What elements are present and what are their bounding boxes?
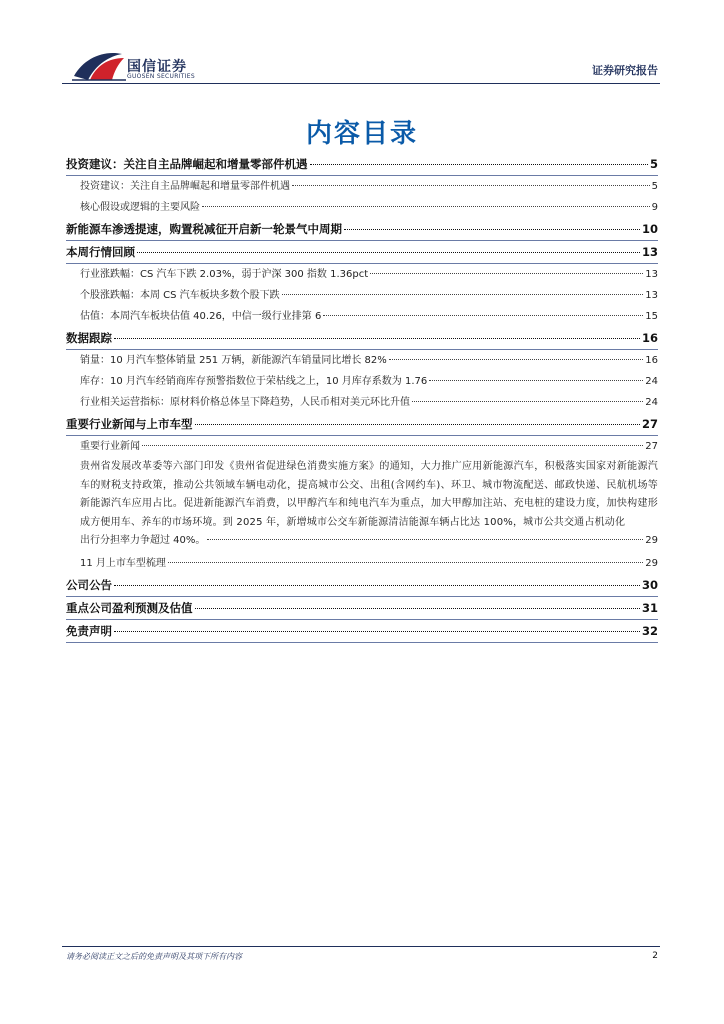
dot-leader <box>142 445 643 446</box>
toc-entry-title: 重点公司盈利预测及估值 <box>66 600 193 615</box>
toc-entry-title: 贵州省发展改革委等六部门印发《贵州省促进绿色消费实施方案》的通知，大力推广应用新能源汽车，积极落实国家对新能源汽车的财税支持政策，推动公共领域车辆电动化，提高城市公交、出租(含网约车)、环卫、城市物流配送、邮政快递、民航机场等新能源汽车应用占比。促进新能源汽车消费，以甲醇汽车和纯电汽车为重点，加大甲醇加注站、充电桩的建设力度，加快构建形成方便用车、养车的市场环境。到 2025 年，新增城市公交车新能源清洁能源车辆占比达 100%，城市公共交通占机动化 <box>80 461 658 528</box>
brand-name-cn: 国信证券 <box>127 59 187 75</box>
toc-entry-page: 30 <box>641 577 658 592</box>
toc-section-entry[interactable] <box>66 218 658 241</box>
toc-subsection-entry[interactable] <box>66 457 658 553</box>
toc-entry-page: 13 <box>645 269 658 280</box>
toc-entry-title-tail: 出行分担率力争超过 40%。 <box>80 535 206 546</box>
header-divider <box>62 83 660 84</box>
page-number: 2 <box>652 951 658 961</box>
toc-entry-title: 重要行业新闻 <box>80 441 140 452</box>
dot-leader <box>310 164 648 165</box>
dot-leader <box>114 585 640 586</box>
toc-subsection-entry[interactable] <box>66 285 658 306</box>
dot-leader <box>389 359 644 360</box>
toc-entry-title: 重要行业新闻与上市车型 <box>66 417 193 431</box>
toc-entry-page: 13 <box>641 245 658 259</box>
toc-subsection-entry[interactable] <box>66 392 658 413</box>
toc-entry-title: 估值：本周汽车板块估值 40.26，中信一级行业排第 6 <box>80 311 322 322</box>
footer-disclaimer: 请务必阅读正文之后的免责声明及其项下所有内容 <box>66 952 242 961</box>
toc-entry-page: 9 <box>651 202 658 213</box>
dot-leader <box>168 562 643 563</box>
toc-entry-page: 32 <box>641 623 658 638</box>
dot-leader <box>137 252 640 253</box>
dot-leader <box>292 185 650 186</box>
dot-leader <box>429 380 643 381</box>
toc-entry-title: 投资建议：关注自主品牌崛起和增量零部件机遇 <box>80 181 290 192</box>
toc-section-entry[interactable] <box>66 413 658 436</box>
toc-entry-page: 10 <box>641 222 658 236</box>
dot-leader <box>202 206 650 207</box>
dot-leader <box>114 338 640 339</box>
toc-section-entry[interactable] <box>66 620 658 643</box>
page-header <box>0 0 724 90</box>
toc-entry-page: 5 <box>649 157 658 171</box>
toc-section-entry[interactable] <box>66 241 658 264</box>
toc-entry-page: 29 <box>645 535 658 546</box>
toc-entry-title: 核心假设或逻辑的主要风险 <box>80 202 200 213</box>
toc-subsection-entry[interactable] <box>66 197 658 218</box>
dot-leader <box>282 294 644 295</box>
toc-entry-title: 个股涨跌幅：本周 CS 汽车板块多数个股下跌 <box>80 290 280 301</box>
toc-section-entry[interactable] <box>66 597 658 620</box>
dot-leader <box>344 229 640 230</box>
toc-entry-title: 行业涨跌幅：CS 汽车下跌 2.03%，弱于沪深 300 指数 1.36pct <box>80 269 369 280</box>
dot-leader <box>412 401 643 402</box>
toc-subsection-entry[interactable] <box>66 553 658 574</box>
toc-entry-title: 投资建议：关注自主品牌崛起和增量零部件机遇 <box>66 157 308 171</box>
toc-entry-title: 数据跟踪 <box>66 331 112 345</box>
toc-subsection-entry[interactable] <box>66 176 658 197</box>
dot-leader <box>195 424 640 425</box>
footer-divider <box>62 946 660 947</box>
section-underline <box>66 642 658 643</box>
toc-subsection-entry[interactable] <box>66 350 658 371</box>
toc-entry-title: 免责声明 <box>66 623 112 638</box>
toc-entry-title: 11 月上市车型梳理 <box>80 557 166 569</box>
toc-entry-page: 16 <box>645 355 658 366</box>
toc-entry-title: 公司公告 <box>66 577 112 592</box>
toc-subsection-entry[interactable] <box>66 436 658 457</box>
toc-entry-page: 16 <box>641 331 658 345</box>
toc-entry-page: 13 <box>645 290 658 301</box>
toc-entry-page: 27 <box>641 417 658 431</box>
dot-leader <box>323 315 643 316</box>
toc-section-entry[interactable] <box>66 574 658 597</box>
toc-entry-page: 24 <box>645 376 658 387</box>
toc-entry-page: 29 <box>645 557 658 569</box>
dot-leader <box>207 539 643 540</box>
toc-entry-title: 库存：10 月汽车经销商库存预警指数位于荣枯线之上，10 月库存系数为 1.76 <box>80 376 428 387</box>
brand-name-en: GUOSEN SECURITIES <box>127 73 196 80</box>
toc-entry-title: 本周行情回顾 <box>66 245 135 259</box>
toc-section-entry[interactable] <box>66 327 658 350</box>
guosen-logo-icon <box>70 46 130 86</box>
dot-leader <box>370 273 643 274</box>
toc-entry-page: 31 <box>641 600 658 615</box>
toc-subsection-entry[interactable] <box>66 371 658 392</box>
table-of-contents <box>66 153 658 643</box>
toc-entry-title: 新能源车渗透提速，购置税减征开启新一轮景气中周期 <box>66 222 342 236</box>
toc-entry-page: 24 <box>645 397 658 408</box>
toc-entry-title: 行业相关运营指标：原材料价格总体呈下降趋势，人民币相对美元环比升值 <box>80 397 410 408</box>
toc-entry-page: 27 <box>645 441 658 452</box>
dot-leader <box>195 608 640 609</box>
toc-entry-title: 销量：10 月汽车整体销量 251 万辆，新能源汽车销量同比增长 82% <box>80 355 387 366</box>
toc-subsection-entry[interactable] <box>66 306 658 327</box>
toc-entry-page: 15 <box>645 311 658 322</box>
dot-leader <box>114 631 640 632</box>
toc-entry-page: 5 <box>651 181 658 192</box>
toc-subsection-entry[interactable] <box>66 264 658 285</box>
toc-title: 内容目录 <box>305 119 418 149</box>
report-type-label: 证券研究报告 <box>592 64 658 77</box>
toc-section-entry[interactable] <box>66 153 658 176</box>
